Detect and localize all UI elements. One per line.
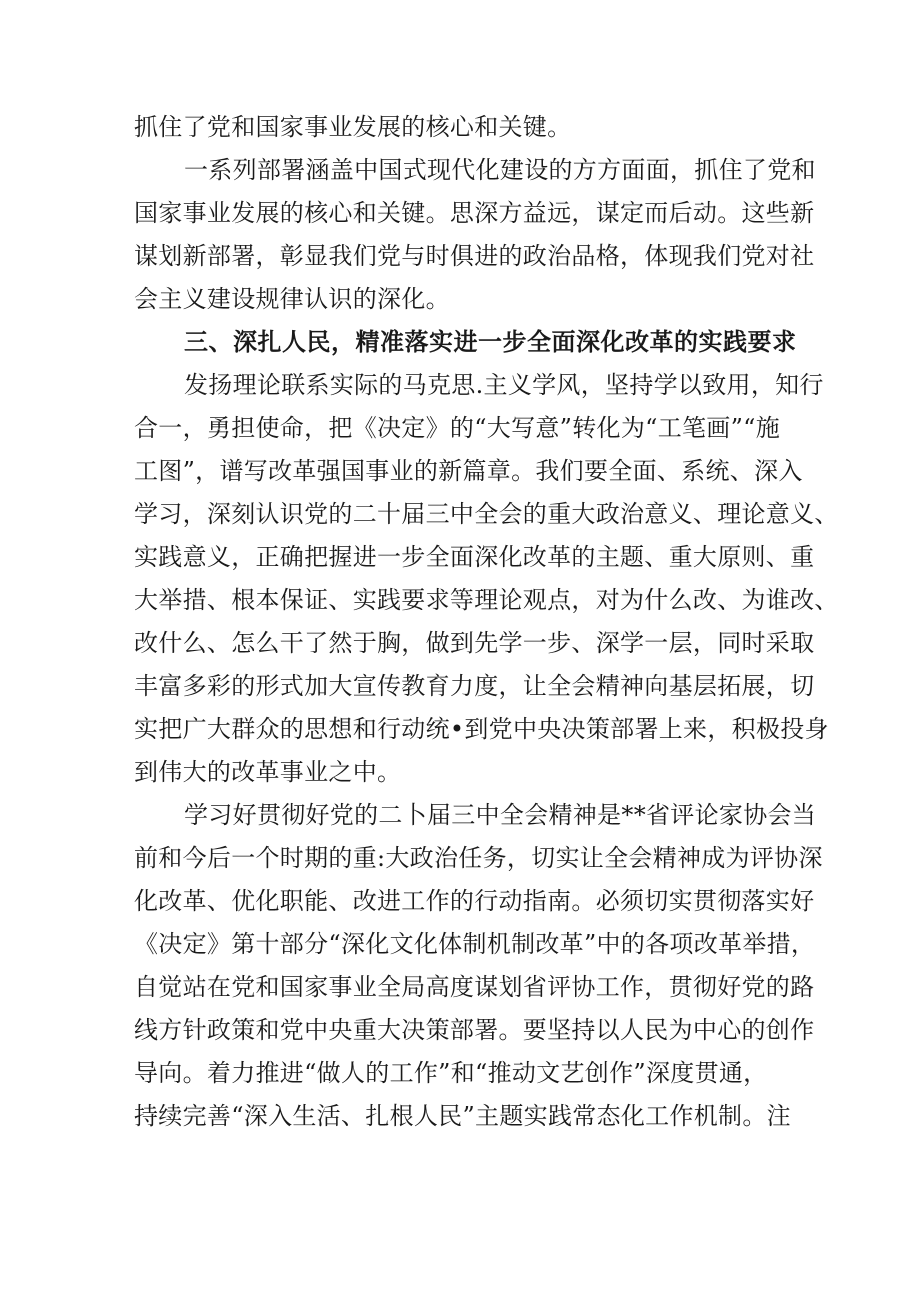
paragraph-line: 线方针政策和党中央重大决策部署。要坚持以人民为中心的创作 (134, 1016, 815, 1044)
paragraph-line: 自觉站在党和国家事业全局高度谋划省评协工作，贯彻好党的路 (134, 973, 815, 1001)
section-heading: 三、深扎人民，精准落实进一步全面深化改革的实践要求 (184, 328, 797, 356)
paragraph-line: 实把广大群众的思想和行动统•到党中央决策部署上来，积极投身 (134, 715, 829, 743)
paragraph-line: 谋划新部署，彰显我们党与时俱进的政治品格，体现我们党对社 (134, 242, 815, 270)
paragraph-line: 会主义建设规律认识的深化。 (134, 285, 450, 313)
paragraph-line: 《决定》第十部分“深化文化体制机制改革”中的各项改革举措， (134, 930, 816, 958)
paragraph-line: 实践意义，正确把握进一步全面深化改革的主题、重大原则、重 (134, 543, 815, 571)
paragraph-line: 学习，深刻认识党的二十届三中全会的重大政治意义、理论意义、 (134, 500, 839, 528)
paragraph-line: 合一，勇担使命，把《决定》的“大写意”转化为“工笔画”“施 (134, 414, 781, 442)
paragraph-line: 学习好贯彻好党的二卜届三中全会精神是**省评论家协会当 (184, 801, 817, 829)
paragraph-line: 化改革、优化职能、改进工作的行动指南。必须切实贯彻落实好 (134, 887, 815, 915)
paragraph-line: 国家事业发展的核心和关键。思深方益远，谋定而后动。这些新 (134, 199, 815, 227)
paragraph-line: 前和今后一个时期的重:大政治任务，切实让全会精神成为评协深 (134, 844, 823, 872)
paragraph-line: 大举措、根本保证、实践要求等理论观点，对为什么改、为谁改、 (134, 586, 839, 614)
paragraph-line: 发扬理论联系实际的马克思.主义学风，坚持学以致用，知行 (184, 371, 824, 399)
paragraph-line: 一系列部署涵盖中国式现代化建设的方方面面，抓住了党和 (184, 156, 816, 184)
document-body (134, 106, 839, 1138)
paragraph-line: 改什么、怎么干了然于胸，做到先学一步、深学一层，同时采取 (134, 629, 815, 657)
paragraph-line: 到伟大的改革事业之中。 (134, 758, 402, 786)
paragraph-line: 持续完善“深入生活、扎根人民”主题实践常态化工作机制。注 (134, 1102, 791, 1130)
paragraph-line: 导向。着力推进“做人的工作”和“推动文艺创作”深度贯通， (134, 1059, 768, 1087)
paragraph-line: 丰富多彩的形式加大宣传教育力度，让全会精神向基层拓展，切 (134, 672, 815, 700)
paragraph-line: 工图”，谱写改革强国事业的新篇章。我们要全面、系统、深入 (134, 457, 803, 485)
paragraph-line: 抓住了党和国家事业发展的核心和关键。 (134, 113, 572, 141)
